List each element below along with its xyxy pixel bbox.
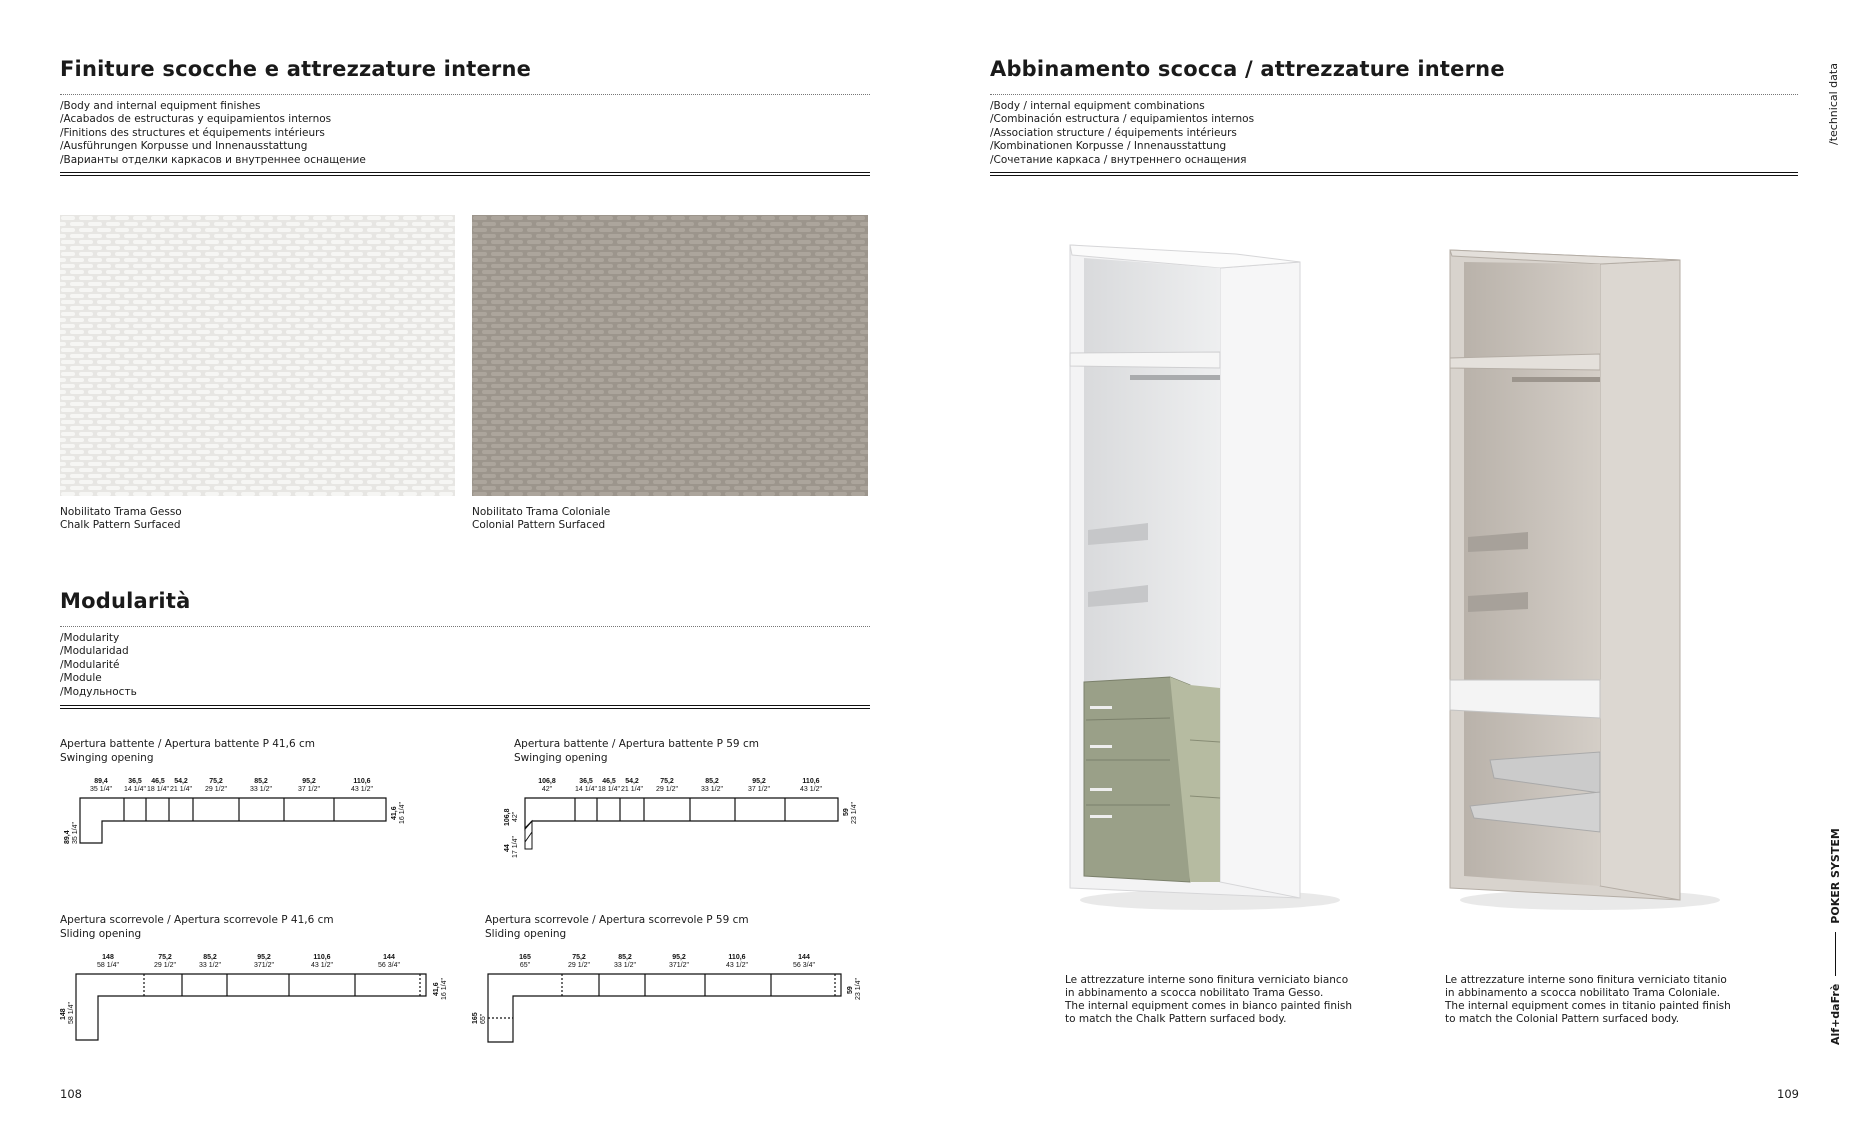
combinations-subtitles xyxy=(990,100,1254,167)
caption-line: to match the Colonial Pattern surfaced body. xyxy=(1445,1013,1680,1025)
dim-cm: 36,5 xyxy=(128,778,142,785)
dim-in: 56 3/4" xyxy=(378,962,400,969)
module-outline xyxy=(525,798,838,829)
swatch-name-en: Chalk Pattern Surfaced xyxy=(60,519,181,531)
caption-line: Le attrezzature interne sono finitura verniciato titanio xyxy=(1445,974,1727,986)
dim-in: 17 1/4" xyxy=(512,836,519,858)
dim-cm: 85,2 xyxy=(705,778,719,785)
brand-name: Alf+daFrè xyxy=(1829,983,1842,1045)
modularity-subtitles xyxy=(60,632,137,699)
dim-in: 43 1/2" xyxy=(800,786,822,793)
dim-cm: 110,6 xyxy=(313,954,331,961)
dim-in: 65" xyxy=(519,962,531,969)
swatch-colonial-caption xyxy=(472,506,610,532)
dim-in: 43 1/2" xyxy=(311,962,333,969)
subtitle-de: /Module xyxy=(60,672,102,685)
dim-in: 21 1/4" xyxy=(621,786,643,793)
dim-in: 16 1/4" xyxy=(399,802,406,824)
subtitle-fr: /Finitions des structures et équipements intérieurs xyxy=(60,126,325,139)
dim-cm: 110,6 xyxy=(728,954,746,961)
divider-double xyxy=(60,705,870,709)
module-outline xyxy=(488,974,841,1042)
dim-cm: 85,2 xyxy=(618,954,632,961)
system-name: POKER SYSTEM xyxy=(1829,828,1842,924)
page-number-right: 109 xyxy=(1777,1087,1799,1101)
finishes-subtitles xyxy=(60,100,366,167)
dim-in: 35 1/4" xyxy=(90,786,112,793)
subtitle-ru: /Модульность xyxy=(60,685,137,698)
diagram-title-it: Apertura scorrevole / Apertura scorrevole P 59 cm xyxy=(485,914,749,926)
diagram-swing-41-title xyxy=(60,738,315,765)
combination-caption-white xyxy=(1065,974,1352,1026)
subtitle-de: /Kombinationen Korpusse / Innenausstattung xyxy=(990,140,1227,153)
dim-cm: 46,5 xyxy=(151,778,165,785)
dim-cm: 95,2 xyxy=(302,778,316,785)
dim-cm: 165 xyxy=(519,954,531,961)
caption-line: Le attrezzature interne sono finitura verniciato bianco xyxy=(1065,974,1349,986)
swatch-chalk-caption xyxy=(60,506,182,532)
swatch-name-it: Nobilitato Trama Gesso xyxy=(60,506,182,518)
dim-in: 29 1/2" xyxy=(568,962,590,969)
dim-in: 371/2" xyxy=(668,962,690,969)
diagram-title-it: Apertura battente / Apertura battente P 41,6 cm xyxy=(60,738,315,750)
dim-cm: 75,2 xyxy=(572,954,586,961)
finishes-title: Finiture scocche e attrezzature interne xyxy=(60,57,532,81)
dim-in: 35 1/4" xyxy=(72,822,79,844)
dim-cm: 144 xyxy=(383,954,395,961)
dim-cm: 106,8 xyxy=(504,808,511,826)
dim-cm: 89,4 xyxy=(94,778,108,785)
diagram-swing-41 xyxy=(55,774,415,850)
dim-in: 37 1/2" xyxy=(298,786,320,793)
dim-cm: 46,5 xyxy=(602,778,616,785)
diagram-swing-59 xyxy=(500,774,870,874)
wardrobe-colonial-image xyxy=(1440,240,1740,930)
side-label-rule xyxy=(1835,932,1836,976)
dim-in: 16 1/4" xyxy=(441,978,448,1000)
dim-in: 42" xyxy=(541,786,553,793)
subtitle-en: /Body and internal equipment finishes xyxy=(60,100,261,112)
divider-double xyxy=(990,172,1798,176)
dim-cm: 36,5 xyxy=(579,778,593,785)
dim-in: 14 1/4" xyxy=(124,786,146,793)
dim-cm: 85,2 xyxy=(203,954,217,961)
module-outline xyxy=(80,798,386,843)
dim-in: 42" xyxy=(512,811,519,822)
caption-line: in abbinamento a scocca nobilitato Trama Coloniale. xyxy=(1445,987,1721,999)
dim-cm: 165 xyxy=(472,1012,479,1024)
dim-in: 37 1/2" xyxy=(748,786,770,793)
swatch-colonial xyxy=(472,215,868,496)
subtitle-en: /Modularity xyxy=(60,632,120,644)
dim-cm: 59 xyxy=(843,808,850,816)
divider-dotted xyxy=(990,94,1798,95)
dim-cm: 148 xyxy=(102,954,114,961)
diagram-slide-59-title xyxy=(485,914,749,941)
divider-dotted xyxy=(60,94,870,95)
subtitle-de: /Ausführungen Korpusse und Innenausstattung xyxy=(60,140,308,153)
dim-in: 29 1/2" xyxy=(154,962,176,969)
dim-in: 33 1/2" xyxy=(199,962,221,969)
dim-in: 23 1/4" xyxy=(855,978,862,1000)
dim-cm: 85,2 xyxy=(254,778,268,785)
side-label-technical-data: /technical data xyxy=(1827,63,1840,145)
caption-line: The internal equipment comes in bianco painted finish xyxy=(1065,1000,1353,1012)
dim-cm: 148 xyxy=(60,1008,67,1020)
dim-cm: 106,8 xyxy=(538,778,556,785)
dim-in: 33 1/2" xyxy=(614,962,636,969)
subtitle-es: /Acabados de estructuras y equipamientos internos xyxy=(60,113,332,126)
dim-cm: 89,4 xyxy=(64,830,71,844)
dim-in: 371/2" xyxy=(253,962,275,969)
dim-cm: 41,6 xyxy=(391,806,398,820)
dim-cm: 75,2 xyxy=(158,954,172,961)
dim-cm: 54,2 xyxy=(625,778,639,785)
dim-in: 43 1/2" xyxy=(726,962,748,969)
dim-cm: 59 xyxy=(847,986,854,994)
wardrobe-white-image xyxy=(1060,240,1360,930)
dim-in: 56 3/4" xyxy=(793,962,815,969)
divider-double xyxy=(60,172,870,176)
dim-in: 14 1/4" xyxy=(575,786,597,793)
dim-in: 29 1/2" xyxy=(205,786,227,793)
dim-cm: 44 xyxy=(504,844,511,852)
page-number-left: 108 xyxy=(60,1087,82,1101)
dim-in: 29 1/2" xyxy=(656,786,678,793)
diagram-swing-59-title xyxy=(514,738,759,765)
dim-in: 21 1/4" xyxy=(170,786,192,793)
dim-cm: 110,6 xyxy=(353,778,371,785)
side-label-brand xyxy=(1829,828,1842,1045)
dim-cm: 95,2 xyxy=(672,954,686,961)
dim-in: 23 1/4" xyxy=(851,802,858,824)
subtitle-es: /Modularidad xyxy=(60,645,129,658)
diagram-slide-41-title xyxy=(60,914,334,941)
caption-line: in abbinamento a scocca nobilitato Trama Gesso. xyxy=(1065,987,1324,999)
dim-in: 58 1/4" xyxy=(68,1002,75,1024)
swatch-name-en: Colonial Pattern Surfaced xyxy=(472,519,606,531)
dim-in: 43 1/2" xyxy=(351,786,373,793)
diagram-title-en: Swinging opening xyxy=(514,751,608,764)
diagram-title-it: Apertura scorrevole / Apertura scorrevole P 41,6 cm xyxy=(60,914,334,926)
subtitle-es: /Combinación estructura / equipamientos internos xyxy=(990,113,1255,126)
caption-line: to match the Chalk Pattern surfaced body. xyxy=(1065,1013,1287,1025)
dim-in: 58 1/4" xyxy=(97,962,119,969)
subtitle-ru: /Варианты отделки каркасов и внутреннее оснащение xyxy=(60,153,366,166)
dim-cm: 110,6 xyxy=(802,778,820,785)
divider-dotted xyxy=(60,626,870,627)
diagram-slide-41 xyxy=(55,950,455,1046)
combinations-title: Abbinamento scocca / attrezzature interne xyxy=(990,57,1505,81)
diagram-title-en: Swinging opening xyxy=(60,751,154,764)
swatch-name-it: Nobilitato Trama Coloniale xyxy=(472,506,611,518)
diagram-title-en: Sliding opening xyxy=(485,927,567,940)
diagram-title-en: Sliding opening xyxy=(60,927,142,940)
dim-cm: 54,2 xyxy=(174,778,188,785)
dim-in: 18 1/4" xyxy=(598,786,620,793)
subtitle-fr: /Modularité xyxy=(60,658,120,671)
dim-cm: 75,2 xyxy=(660,778,674,785)
dim-cm: 95,2 xyxy=(257,954,271,961)
caption-line: The internal equipment comes in titanio painted finish xyxy=(1445,1000,1731,1012)
subtitle-en: /Body / internal equipment combinations xyxy=(990,100,1205,112)
subtitle-ru: /Сочетание каркаса / внутреннего оснащения xyxy=(990,153,1247,166)
subtitle-fr: /Association structure / équipements intérieurs xyxy=(990,126,1237,139)
dim-in: 33 1/2" xyxy=(250,786,272,793)
dim-cm: 95,2 xyxy=(752,778,766,785)
dim-cm: 75,2 xyxy=(209,778,223,785)
dim-in: 65" xyxy=(480,1013,487,1024)
modularity-title: Modularità xyxy=(60,589,191,613)
dim-in: 18 1/4" xyxy=(147,786,169,793)
combination-caption-colonial xyxy=(1445,974,1731,1026)
diagram-slide-59 xyxy=(468,950,868,1046)
module-outline xyxy=(76,974,426,1040)
diagram-title-it: Apertura battente / Apertura battente P 59 cm xyxy=(514,738,759,750)
dim-in: 33 1/2" xyxy=(701,786,723,793)
swatch-chalk xyxy=(60,215,455,496)
dim-cm: 41,6 xyxy=(433,982,440,996)
dim-cm: 144 xyxy=(798,954,810,961)
